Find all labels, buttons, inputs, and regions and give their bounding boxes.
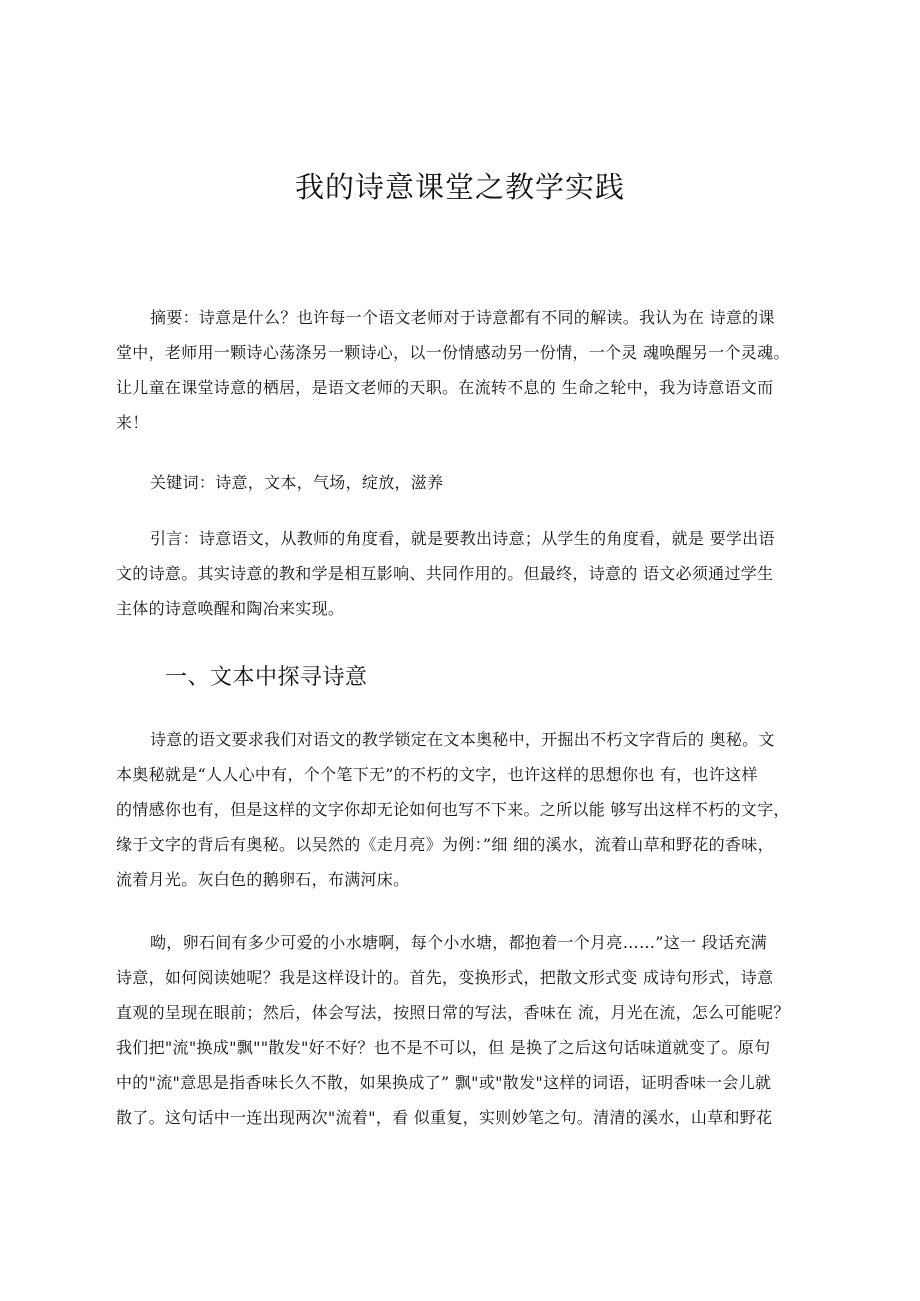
intro-paragraph <box>116 521 826 626</box>
intro-line: 文的诗意。其实诗意的教和学是相互影响、共同作用的。但最终，诗意的 语文必须通过学生 <box>116 564 774 583</box>
paragraph-line: 诗意，如何阅读她呢？我是这样设计的。首先，变换形式，把散文形式变 成诗句形式，诗意 <box>116 968 774 987</box>
paragraph-line: 的情感你也有，但是这样的文字你却无论如何也写不下来。之所以能 够写出这样不朽的文字， <box>116 800 790 819</box>
abstract-paragraph <box>116 300 826 440</box>
body-paragraph <box>116 722 826 897</box>
paragraph-line: 缘于文字的背后有奥秘。以吴然的《走月亮》为例：”细 细的溪水，流着山草和野花的香味， <box>116 835 774 854</box>
abstract-line: 让儿童在课堂诗意的栖居，是语文老师的天职。在流转不息的 生命之轮中，我为诗意语文而 <box>116 378 774 397</box>
keywords-line: 关键词：诗意，文本，气场，绽放，滋养 <box>150 473 444 492</box>
paragraph-line: 本奥秘就是“人人心中有，个个笔下无”的不朽的文字，也许这样的思想你也 有，也许这样 <box>116 765 758 784</box>
section-heading: 一、文本中探寻诗意 <box>165 665 368 690</box>
paragraph-line: 流着月光。灰白色的鹅卵石，布满河床。 <box>116 870 410 889</box>
paragraph-line: 呦，卵石间有多少可爱的小水塘啊，每个小水塘，都抱着一个月亮……”这一 段话充满 <box>150 933 767 952</box>
body-paragraph <box>116 925 826 1135</box>
paragraph-line: 散了。这句话中一连出现两次"流着"，看 似重复，实则妙笔之句。清清的溪水，山草和野花 <box>116 1108 773 1127</box>
intro-line: 主体的诗意唤醒和陶冶来实现。 <box>116 599 345 618</box>
paragraph-line: 直观的呈现在眼前；然后，体会写法，按照日常的写法，香味在 流，月光在流，怎么可能呢？ <box>116 1003 790 1022</box>
paragraph-line: 我们把"流"换成"飘""散发"好不好？也不是不可以，但 是换了之后这句话味道就变了。原句 <box>116 1038 771 1057</box>
paragraph-line: 诗意的语文要求我们对语文的教学锁定在文本奥秘中，开掘出不朽文字背后的 奥秘。文 <box>150 730 775 749</box>
abstract-line: 摘要：诗意是什么？也许每一个语文老师对于诗意都有不同的解读。我认为在 诗意的课 <box>150 308 775 327</box>
document-title: 我的诗意课堂之教学实践 <box>294 170 625 204</box>
keywords-paragraph <box>116 465 826 500</box>
intro-line: 引言：诗意语文，从教师的角度看，就是要教出诗意；从学生的角度看，就是 要学出语 <box>150 529 775 548</box>
abstract-line: 堂中，老师用一颗诗心荡涤另一颗诗心，以一份情感动另一份情，一个灵 魂唤醒另一个灵魂。 <box>116 343 790 362</box>
paragraph-line: 中的"流"意思是指香味长久不散，如果换成了” 飘"或"散发"这样的词语，证明香味一会儿就 <box>116 1073 772 1092</box>
abstract-line: 来！ <box>116 413 149 432</box>
